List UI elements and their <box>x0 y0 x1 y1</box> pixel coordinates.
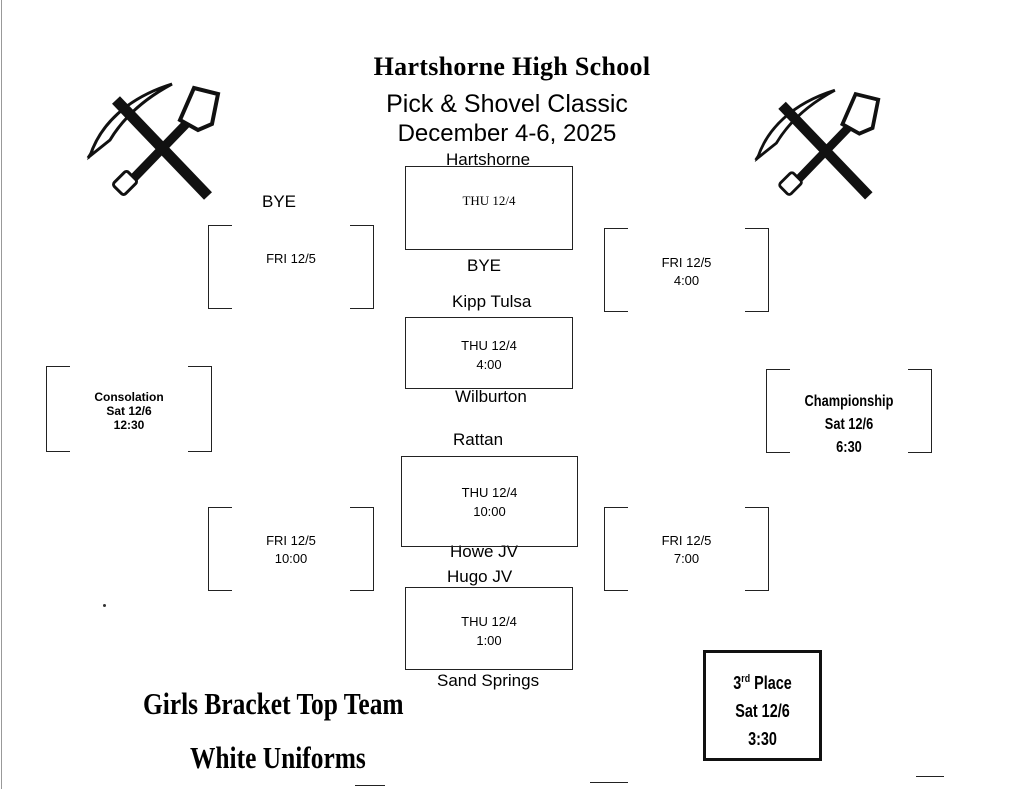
underline-mark <box>355 785 385 786</box>
game-label-fri-1: FRI 12/5 <box>266 251 316 266</box>
underline-mark <box>590 782 628 783</box>
bracket-left-edge <box>208 507 232 591</box>
game-box-thu-3: THU 12/4 10:00 <box>401 456 578 547</box>
underline-mark <box>916 776 944 777</box>
third-place-word: Place <box>750 673 792 693</box>
team-howe-jv: Howe JV <box>450 542 519 561</box>
championship-label: Championship Sat 12/6 6:30 <box>804 393 894 456</box>
game-label-fri-3: FRI 12/5 4:00 <box>661 255 712 288</box>
third-place-box <box>703 650 822 761</box>
team-hugo-jv: Hugo JV <box>447 567 513 586</box>
game-label-fri-4: FRI 12/5 7:00 <box>661 533 712 566</box>
team-hartshorne: Hartshorne <box>446 150 531 169</box>
event-title: Pick & Shovel Classic <box>386 90 628 118</box>
bracket-right-edge <box>188 366 212 452</box>
third-place-number: 3 <box>733 673 742 693</box>
team-sand-springs: Sand Springs <box>437 671 540 690</box>
footer-line-1: Girls Bracket Top Team <box>143 686 404 721</box>
bracket-right-edge <box>745 228 769 312</box>
pick-and-shovel-icon <box>750 86 882 202</box>
bracket-left-edge <box>604 507 628 591</box>
game-box-thu-1: THU 12/4 <box>405 166 573 250</box>
third-place-time: 3:30 <box>748 729 777 749</box>
team-kipp-tulsa: Kipp Tulsa <box>452 292 532 311</box>
bracket-left-edge <box>208 225 232 309</box>
page-edge <box>1 0 2 789</box>
team-bye-top: BYE <box>262 192 297 211</box>
dot-mark <box>103 604 106 607</box>
pick-and-shovel-icon <box>82 80 222 202</box>
consolation-label: Consolation Sat 12/6 12:30 <box>94 390 164 432</box>
game-label-fri-2: FRI 12/5 10:00 <box>266 533 316 566</box>
team-bye: BYE <box>467 256 502 275</box>
footer-line-2: White Uniforms <box>190 740 366 775</box>
bracket-left-edge <box>46 366 70 452</box>
game-box-thu-2: THU 12/4 4:00 <box>405 317 573 389</box>
bracket-right-edge <box>908 369 932 453</box>
team-rattan: Rattan <box>453 430 504 449</box>
event-dates: December 4-6, 2025 <box>397 120 617 147</box>
school-title: Hartshorne High School <box>373 52 651 81</box>
third-place-sup: rd <box>741 673 751 685</box>
team-wilburton: Wilburton <box>455 387 527 406</box>
bracket-right-edge <box>745 507 769 591</box>
bracket-right-edge <box>350 507 374 591</box>
bracket-left-edge <box>604 228 628 312</box>
game-box-thu-4: THU 12/4 1:00 <box>405 587 573 670</box>
third-place-date: Sat 12/6 <box>735 701 790 721</box>
bracket-right-edge <box>350 225 374 309</box>
bracket-left-edge <box>766 369 790 453</box>
championship-wrapper <box>790 372 908 477</box>
